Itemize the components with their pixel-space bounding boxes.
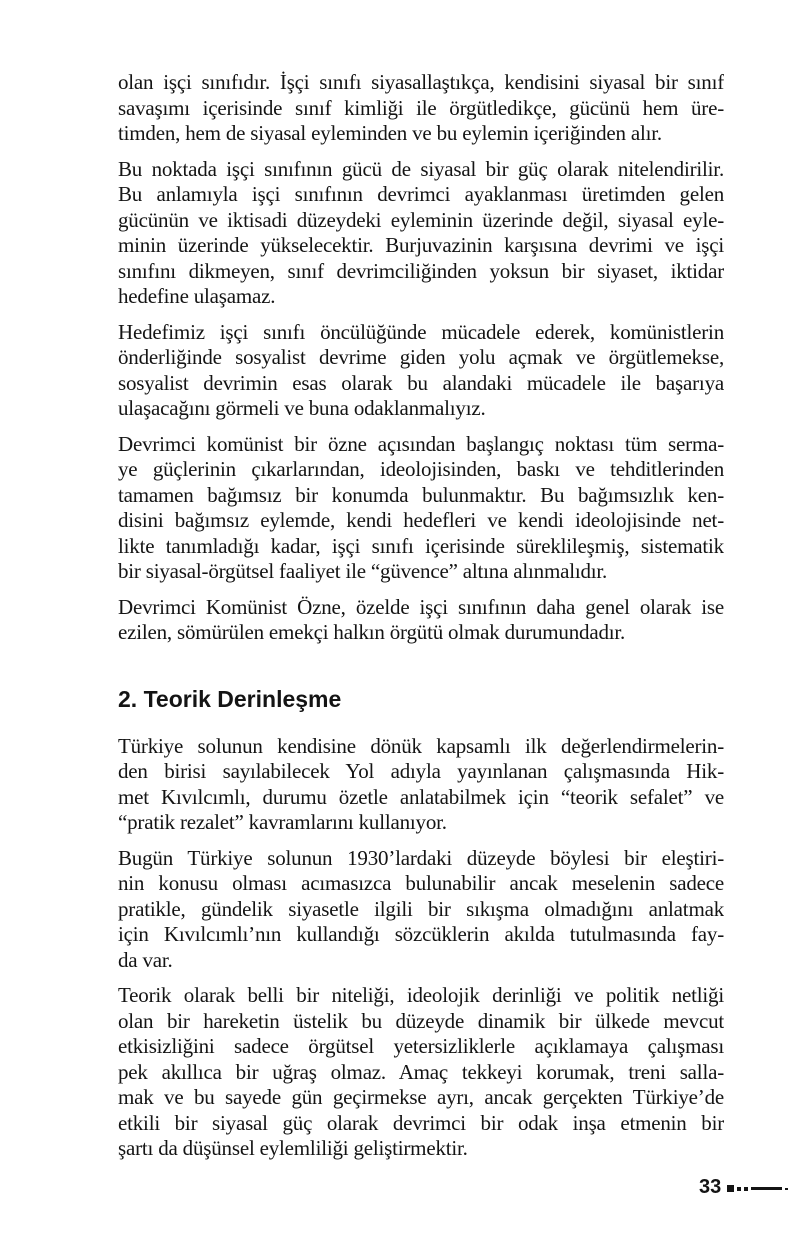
text-line: pratikle, gündelik siyasetle ilgili bir sıkışma olmadığını anlatmak xyxy=(118,896,724,921)
text-line: şartı da düşünsel eylemliliği geliştirmektir. xyxy=(118,1136,468,1160)
text-line: savaşımı içerisinde sınıf kimliği ile örgütledikçe, gücünü hem üre- xyxy=(118,95,724,120)
paragraph xyxy=(118,734,724,836)
text-line: etkisizliğini sadece örgütsel yetersizliklerle açıklamaya çalışması xyxy=(118,1034,724,1058)
page-footer xyxy=(699,1177,788,1197)
paragraph xyxy=(118,320,724,422)
text-line: likte tanımladığı kadar, işçi sınıfı içerisinde süreklileşmiş, sistematik xyxy=(118,533,724,558)
footer-ornament-dot xyxy=(785,1188,788,1190)
text-line: minin üzerinde yükselecektir. Burjuvazinin karşısına devrimi ve işçi xyxy=(118,233,724,257)
text-line: bir siyasal-örgütsel faaliyet ile “güvence” altına alınmalıdır. xyxy=(118,559,608,583)
paragraph xyxy=(118,846,724,974)
text-line: hedefine ulaşamaz. xyxy=(118,284,276,308)
section-heading: 2. Teorik Derinleşme xyxy=(118,685,342,712)
text-line: Bu anlamıyla işçi sınıfının devrimci ayaklanması üretimden gelen xyxy=(118,182,724,206)
text-line: gücünün ve iktisadi düzeydeki eyleminin üzerinde değil, siyasal eyle- xyxy=(118,207,724,232)
text-line: Bugün Türkiye solunun 1930’lardaki düzeyde böylesi bir eleştiri- xyxy=(118,845,724,870)
paragraph xyxy=(118,157,724,310)
text-line: disini bağımsız eylemde, kendi hedefleri ve kendi ideolojisinde net- xyxy=(118,508,724,532)
text-line: Teorik olarak belli bir niteliği, ideolojik derinliği ve politik netliği xyxy=(118,983,724,1007)
footer-ornament-square-small xyxy=(744,1187,748,1191)
text-line: da var. xyxy=(118,947,173,972)
paragraph xyxy=(118,432,724,585)
footer-ornament-square-large xyxy=(727,1185,734,1192)
text-line: nin konusu olması acımasızca bulunabilir ancak meselenin sadece xyxy=(118,871,724,895)
text-line: ezilen, sömürülen emekçi halkın örgütü olmak durumundadır. xyxy=(118,620,626,644)
text-line: Devrimci Komünist Özne, özelde işçi sınıfının daha genel olarak ise xyxy=(118,594,724,619)
text-line: için Kıvılcımlı’nın kullandığı sözcüklerin akılda tutulmasında fay- xyxy=(118,922,724,946)
text-line: Hedefimiz işçi sınıfı öncülüğünde mücadele ederek, komünistlerin xyxy=(118,319,724,344)
text-line: sınıfını dikmeyen, sınıf devrimciliğinden yoksun bir siyaset, iktidar xyxy=(118,258,724,283)
text-line: timden, hem de siyasal eyleminden ve bu eylemin içeriğinden alır. xyxy=(118,121,662,145)
page-number: 33 xyxy=(699,1176,722,1198)
page-body xyxy=(118,70,724,1172)
text-line: sosyalist devrimin esas olarak bu alandaki mücadele ile başarıya xyxy=(118,370,724,395)
text-line: Türkiye solunun kendisine dönük kapsamlı ilk değerlendirmelerin- xyxy=(118,733,724,758)
text-line: Devrimci komünist bir özne açısından başlangıç noktası tüm serma- xyxy=(118,431,724,456)
text-line: tamamen bağımsız bir konumda bulunmaktır. Bu bağımsızlık ken- xyxy=(118,482,724,507)
footer-ornament-rule xyxy=(751,1187,782,1190)
footer-ornament-square-small xyxy=(737,1187,741,1191)
text-line: ulaşacağını görmeli ve buna odaklanmalıyız. xyxy=(118,396,486,420)
paragraph xyxy=(118,70,724,147)
paragraph xyxy=(118,983,724,1162)
text-line: olan bir hareketin üstelik bu düzeyde dinamik bir ülkede mevcut xyxy=(118,1008,724,1033)
text-line: pek akıllıca bir uğraş olmaz. Amaç tekkeyi korumak, treni salla- xyxy=(118,1059,724,1084)
text-line: Bu noktada işçi sınıfının gücü de siyasal bir güç olarak nitelendirilir. xyxy=(118,156,724,181)
text-line: etkili bir siyasal güç olarak devrimci bir odak inşa etmenin bir xyxy=(118,1110,724,1135)
text-line: olan işçi sınıfıdır. İşçi sınıfı siyasallaştıkça, kendisini siyasal bir sınıf xyxy=(118,70,724,94)
footer-ornament xyxy=(727,1185,788,1192)
text-line: ye güçlerinin çıkarlarından, ideolojisinden, baskı ve tehditlerinden xyxy=(118,457,724,481)
text-line: “pratik rezalet” kavramlarını kullanıyor. xyxy=(118,810,447,834)
text-line: den birisi sayılabilecek Yol adıyla yayınlanan çalışmasında Hik- xyxy=(118,759,724,783)
text-line: met Kıvılcımlı, durumu özetle anlatabilmek için “teorik sefalet” ve xyxy=(118,784,724,809)
text-line: mak ve bu sayede gün geçirmekse ayrı, ancak gerçekten Türkiye’de xyxy=(118,1085,724,1109)
paragraph xyxy=(118,595,724,646)
text-line: önderliğinde sosyalist devrime giden yolu açmak ve örgütlemekse, xyxy=(118,345,724,369)
